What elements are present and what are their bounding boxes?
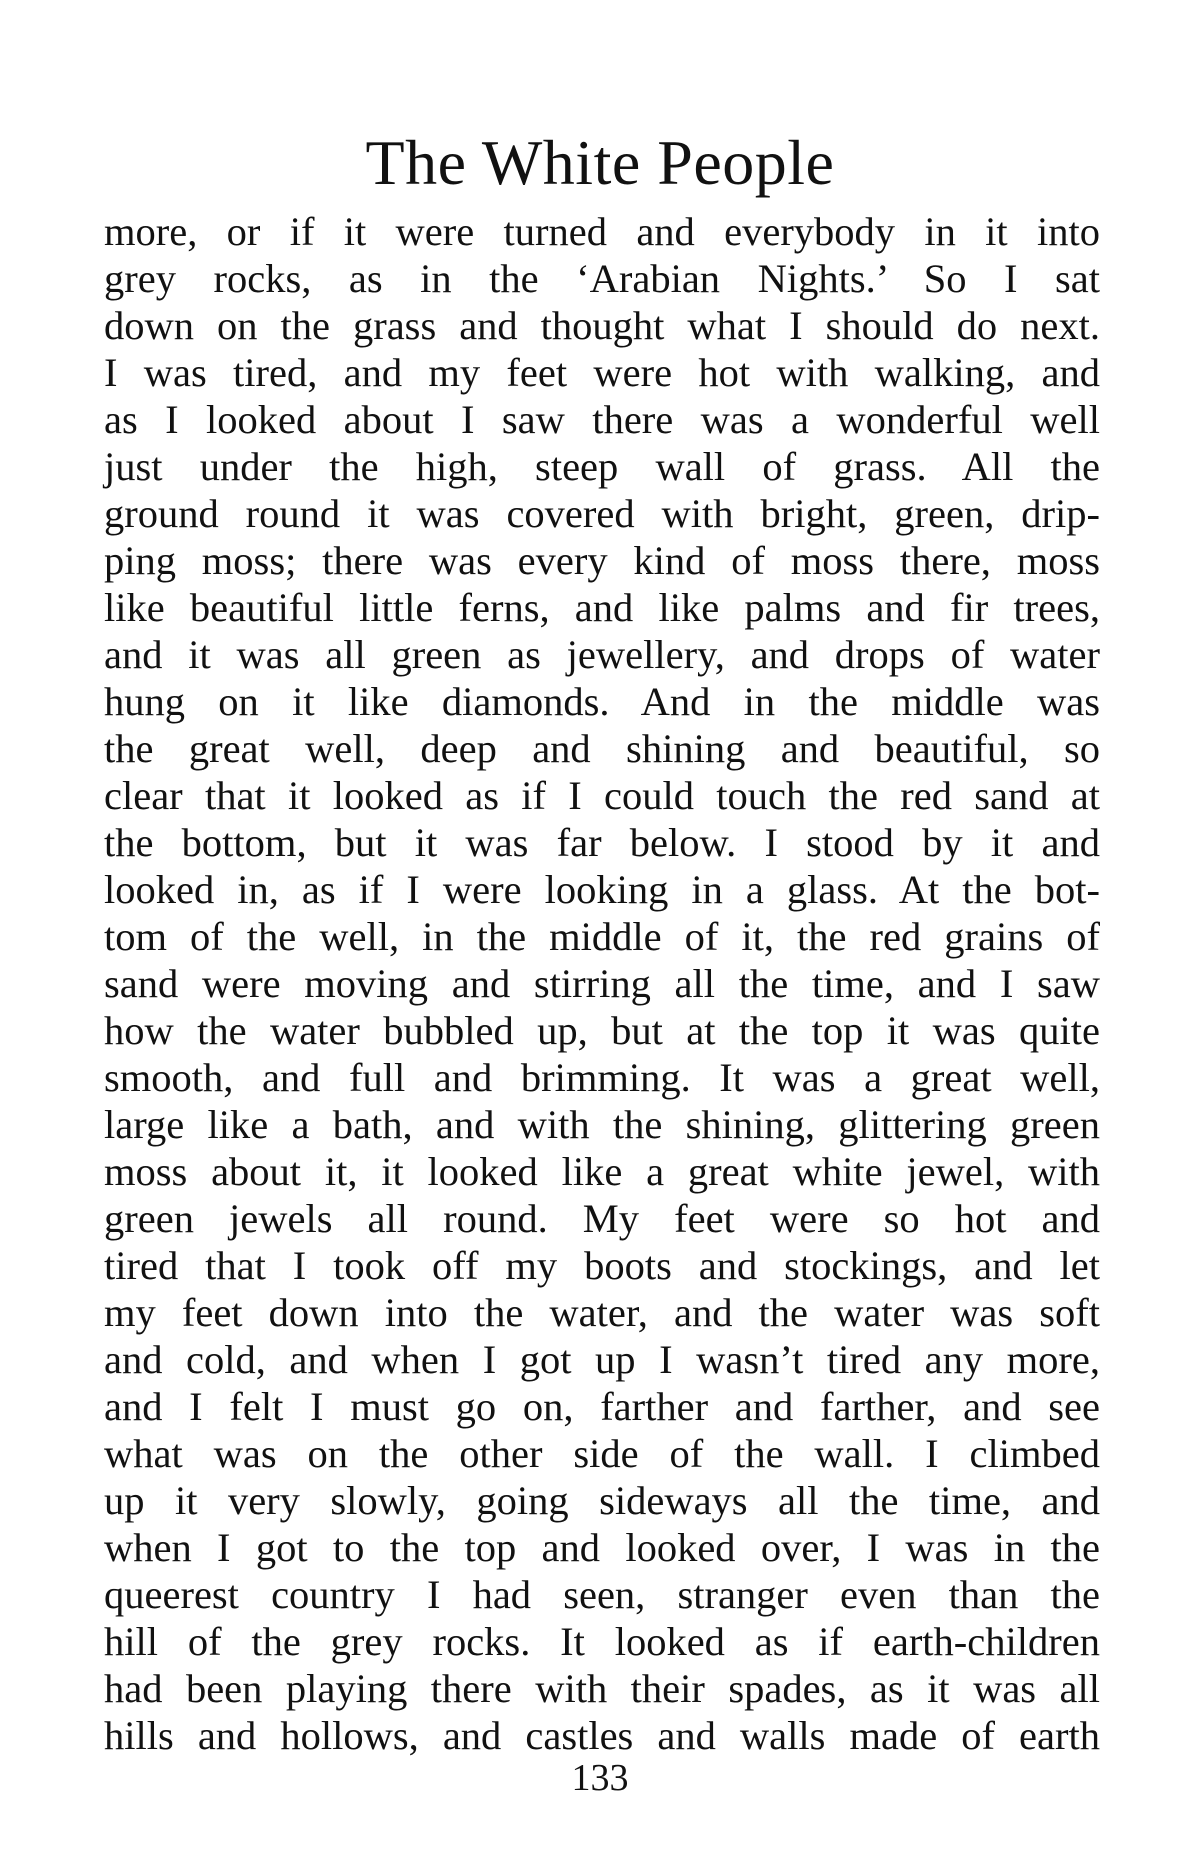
text-line: and I felt I must go on, farther and farther, and see	[104, 1384, 1100, 1429]
text-line: and cold, and when I got up I wasn’t tired any more,	[104, 1337, 1100, 1382]
text-line: when I got to the top and looked over, I was in the	[104, 1525, 1100, 1570]
text-line: tom of the well, in the middle of it, the red grains of	[104, 914, 1100, 959]
text-line: moss about it, it looked like a great white jewel, with	[104, 1149, 1100, 1194]
text-line: clear that it looked as if I could touch the red sand at	[104, 773, 1100, 818]
text-line: up it very slowly, going sideways all the time, and	[104, 1478, 1100, 1523]
text-line: the bottom, but it was far below. I stood by it and	[104, 820, 1100, 865]
text-line: sand were moving and stirring all the time, and I saw	[104, 961, 1100, 1006]
text-line: hills and hollows, and castles and walls made of earth	[104, 1713, 1100, 1758]
text-line: down on the grass and thought what I should do next.	[104, 303, 1100, 348]
text-line: how the water bubbled up, but at the top it was quite	[104, 1008, 1100, 1053]
text-line: ground round it was covered with bright, green, drip-	[104, 491, 1100, 536]
text-line: ping moss; there was every kind of moss there, moss	[104, 538, 1100, 583]
text-line: tired that I took off my boots and stockings, and let	[104, 1243, 1100, 1288]
text-line: looked in, as if I were looking in a glass. At the bot-	[104, 867, 1100, 912]
text-line: grey rocks, as in the ‘Arabian Nights.’ So I sat	[104, 256, 1100, 301]
text-line: the great well, deep and shining and beautiful, so	[104, 726, 1100, 771]
running-title: The White People	[365, 127, 835, 198]
text-line: what was on the other side of the wall. I climbed	[104, 1431, 1100, 1476]
text-line: just under the high, steep wall of grass. All the	[104, 444, 1100, 489]
text-line: large like a bath, and with the shining, glittering green	[104, 1102, 1100, 1147]
text-line: hill of the grey rocks. It looked as if earth-children	[104, 1619, 1100, 1664]
text-line: like beautiful little ferns, and like palms and fir trees,	[104, 585, 1100, 630]
text-line: hung on it like diamonds. And in the middle was	[104, 679, 1100, 724]
page-number: 133	[571, 1757, 629, 1799]
text-line: more, or if it were turned and everybody in it into	[104, 209, 1100, 254]
text-line: smooth, and full and brimming. It was a great well,	[104, 1055, 1100, 1100]
text-line: my feet down into the water, and the water was soft	[104, 1290, 1100, 1335]
body-text	[104, 208, 1100, 1759]
text-line: had been playing there with their spades, as it was all	[104, 1666, 1100, 1711]
text-line: green jewels all round. My feet were so hot and	[104, 1196, 1100, 1241]
text-line: and it was all green as jewellery, and drops of water	[104, 632, 1100, 677]
text-line: as I looked about I saw there was a wonderful well	[104, 397, 1100, 442]
text-line: I was tired, and my feet were hot with walking, and	[104, 350, 1100, 395]
text-line: queerest country I had seen, stranger even than the	[104, 1572, 1100, 1617]
